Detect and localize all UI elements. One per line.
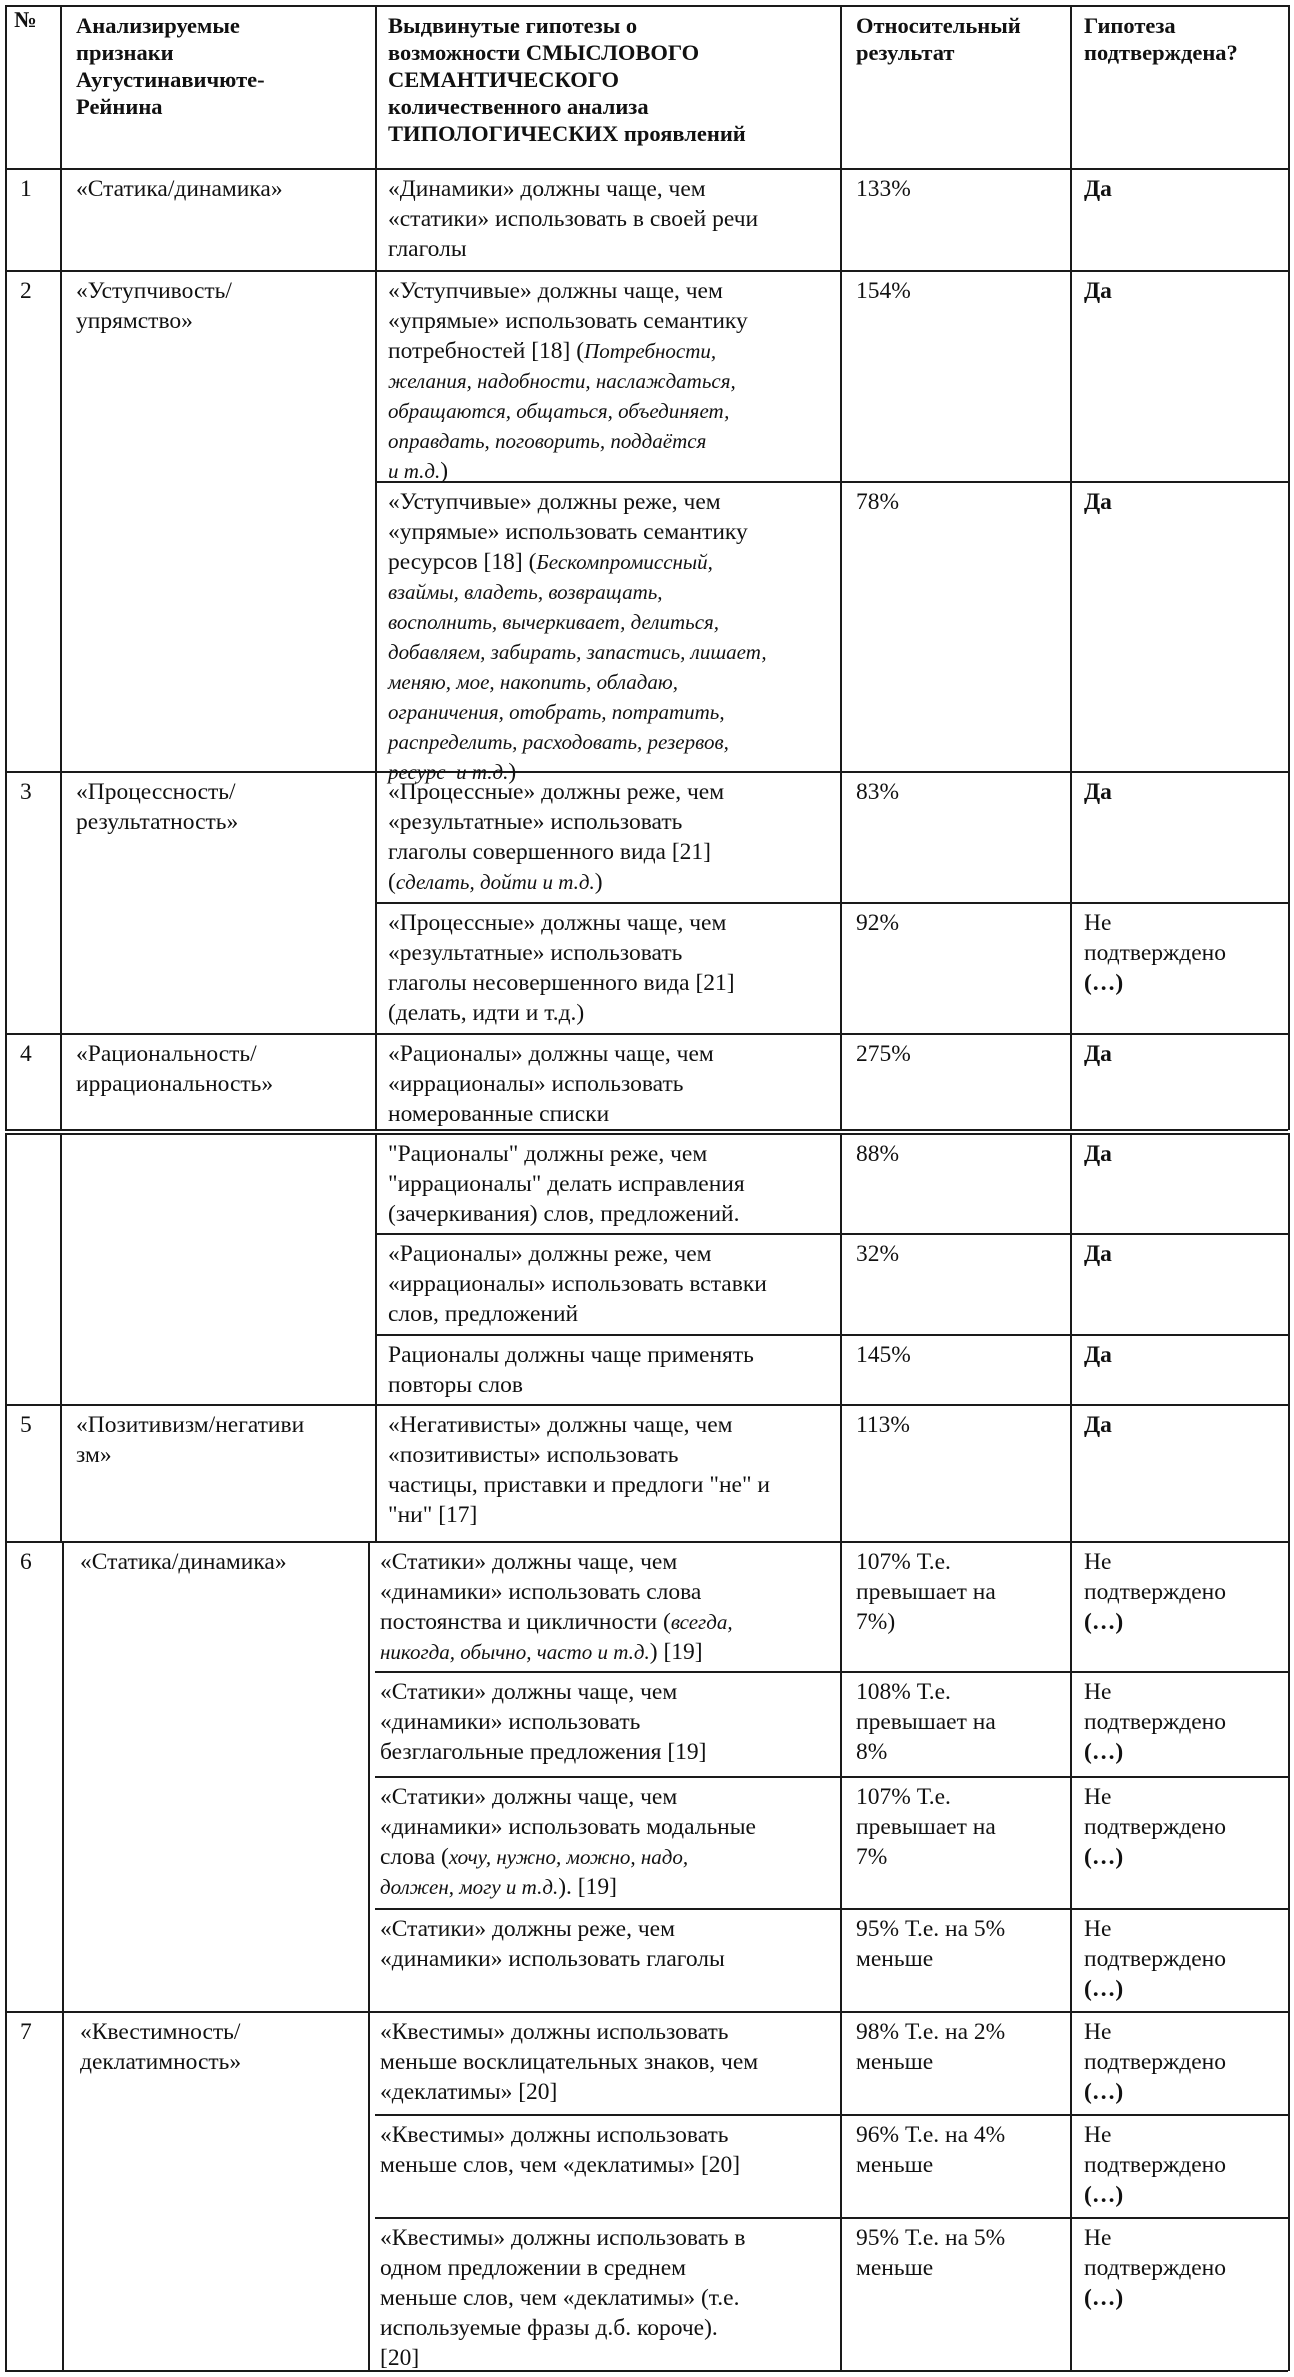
hypothesis-cell: «Уступчивые» должны чаще, чем «упрямые» использовать семантику потребностей [18] (Потребности, желания, надобности, наслаждаться, обращаются, общаться, объединяет, оправдать, поговорить, поддаётся и т.д.) <box>388 278 748 484</box>
grid-line <box>5 1033 1288 1035</box>
hypothesis-cell: «Статики» должны чаще, чем «динамики» использовать модальные слова (хочу, нужно, можно, надо, должен, могу и т.д.). [19] <box>380 1784 756 1900</box>
confirmed-cell: Да <box>1084 1041 1112 1067</box>
grid-line <box>375 1908 1288 1910</box>
hypothesis-cell: «Статики» должны чаще, чем «динамики» использовать безглагольные предложения [19] <box>380 1679 707 1765</box>
hypothesis-cell: «Статики» должны чаще, чем «динамики» использовать слова постоянства и цикличности (всегда, никогда, обычно, часто и т.д.) [19] <box>380 1549 733 1665</box>
confirmed-cell: Не подтверждено (…) <box>1084 2122 1226 2208</box>
grid-line <box>375 1133 377 1542</box>
hypothesis-cell: "Рационалы" должны реже, чем "иррационалы" делать исправления (зачеркивания) слов, предложений. <box>388 1141 745 1227</box>
header-result: Относительный результат <box>856 13 1021 65</box>
confirmed-cell: Да <box>1084 779 1112 805</box>
grid-line <box>60 5 62 1130</box>
grid-line <box>1070 1133 1072 1542</box>
header-features: Анализируемые признаки Аугустинавичюте- Рейнина <box>76 13 265 119</box>
result-cell: 145% <box>856 1342 911 1368</box>
result-cell: 275% <box>856 1041 911 1067</box>
grid-line <box>5 5 1288 7</box>
group-number: 6 <box>20 1549 32 1575</box>
result-cell: 96% Т.е. на 4% меньше <box>856 2122 1006 2178</box>
confirmed-cell: Да <box>1084 1412 1112 1438</box>
grid-line <box>375 1334 1288 1336</box>
grid-line <box>5 1133 1288 1135</box>
result-cell: 78% <box>856 489 900 515</box>
confirmed-cell: Да <box>1084 278 1112 304</box>
grid-line <box>5 1404 1288 1406</box>
result-cell: 32% <box>856 1241 900 1267</box>
confirmed-cell: Не подтверждено (…) <box>1084 1549 1226 1635</box>
confirmed-cell: Не подтверждено (…) <box>1084 2225 1226 2311</box>
result-cell: 113% <box>856 1412 910 1438</box>
grid-line <box>1070 1541 1072 2371</box>
hypothesis-cell: «Статики» должны реже, чем «динамики» использовать глаголы <box>380 1916 725 1972</box>
grid-line <box>375 5 377 1130</box>
grid-line <box>368 1541 370 2371</box>
header-number: № <box>14 7 37 32</box>
grid-line <box>375 1776 1288 1778</box>
hypothesis-cell: «Процессные» должны реже, чем «результатные» использовать глаголы совершенного вида [21] (сделать, дойти и т.д.) <box>388 779 725 895</box>
group-number: 7 <box>20 2019 32 2045</box>
hypothesis-cell: «Рационалы» должны чаще, чем «иррационалы» использовать номерованные списки <box>388 1041 714 1127</box>
hypothesis-cell: «Уступчивые» должны реже, чем «упрямые» использовать семантику ресурсов [18] (Бескомпромиссный, взаймы, владеть, возвращать, восполнить, вычеркивает, делиться, добавляем, забирать, запастись, лишает, меняю, мое, накопить, обладаю, ограничения, отобрать, потратить, распределить, расходовать, резервов, ресурс и т.д.) <box>388 489 767 785</box>
group-feature: «Квестимность/ деклатимность» <box>80 2019 242 2075</box>
header-hypotheses: Выдвинутые гипотезы о возможности СМЫСЛОВОГО СЕМАНТИЧЕСКОГО количественного анализа ТИПОЛОГИЧЕСКИХ проявлений <box>388 13 746 146</box>
grid-line <box>1070 5 1072 1130</box>
grid-line <box>5 270 1288 272</box>
hypothesis-cell: «Процессные» должны чаще, чем «результатные» использовать глаголы несовершенного вида [21] (делать, идти и т.д.) <box>388 910 735 1026</box>
grid-line <box>1288 5 1290 1130</box>
grid-line <box>840 5 842 1130</box>
hypothesis-cell: «Квестимы» должны использовать в одном предложении в среднем меньше слов, чем «деклатимы» (т.е. используемые фразы д.б. короче). [20] <box>380 2225 746 2371</box>
grid-line <box>375 2114 1288 2116</box>
grid-line <box>5 2011 1288 2013</box>
result-cell: 108% Т.е. превышает на 8% <box>856 1679 996 1765</box>
group-number: 4 <box>20 1041 32 1067</box>
group-feature: «Позитивизм/негативи зм» <box>76 1412 305 1468</box>
confirmed-cell: Да <box>1084 1141 1112 1167</box>
grid-line <box>5 1133 7 1542</box>
group-feature: «Статика/динамика» <box>80 1549 287 1575</box>
grid-line <box>375 1233 1288 1235</box>
grid-line <box>5 1129 1288 1131</box>
grid-line <box>1288 1133 1290 1542</box>
confirmed-cell: Да <box>1084 1241 1112 1267</box>
group-number: 3 <box>20 779 32 805</box>
result-cell: 95% Т.е. на 5% меньше <box>856 1916 1006 1972</box>
grid-line <box>1288 1541 1290 2371</box>
confirmed-cell: Да <box>1084 1342 1112 1368</box>
header-confirmed: Гипотеза подтверждена? <box>1084 13 1238 65</box>
result-cell: 92% <box>856 910 900 936</box>
grid-line <box>840 1133 842 1542</box>
result-cell: 107% Т.е. превышает на 7% <box>856 1784 996 1870</box>
grid-line <box>5 1541 1288 1543</box>
result-cell: 154% <box>856 278 911 304</box>
confirmed-cell: Да <box>1084 489 1112 515</box>
group-feature: «Статика/динамика» <box>76 176 283 202</box>
grid-line <box>5 168 1288 170</box>
group-number: 1 <box>20 176 32 202</box>
confirmed-cell: Да <box>1084 176 1112 202</box>
confirmed-cell: Не подтверждено (…) <box>1084 910 1226 996</box>
grid-line <box>375 1671 1288 1673</box>
hypothesis-cell: «Рационалы» должны реже, чем «иррационалы» использовать вставки слов, предложений <box>388 1241 767 1327</box>
result-cell: 95% Т.е. на 5% меньше <box>856 2225 1006 2281</box>
result-cell: 107% Т.е. превышает на 7%) <box>856 1549 996 1635</box>
result-cell: 133% <box>856 176 911 202</box>
confirmed-cell: Не подтверждено (…) <box>1084 1679 1226 1765</box>
group-feature: «Процессность/ результатность» <box>76 779 239 835</box>
group-feature: «Рациональность/ иррациональность» <box>76 1041 274 1097</box>
hypothesis-cell: «Динамики» должны чаще, чем «статики» использовать в своей речи глаголы <box>388 176 759 262</box>
grid-line <box>5 5 7 1130</box>
grid-line <box>840 1541 842 2371</box>
confirmed-cell: Не подтверждено (…) <box>1084 2019 1226 2105</box>
grid-line <box>375 2217 1288 2219</box>
group-number: 2 <box>20 278 32 304</box>
result-cell: 83% <box>856 779 900 805</box>
group-feature: «Уступчивость/ упрямство» <box>76 278 232 334</box>
grid-line <box>5 1541 7 2371</box>
grid-line <box>62 1541 64 2371</box>
result-cell: 98% Т.е. на 2% меньше <box>856 2019 1006 2075</box>
hypothesis-cell: «Негативисты» должны чаще, чем «позитивисты» использовать частицы, приставки и предлоги "не" и "ни" [17] <box>388 1412 770 1528</box>
hypothesis-cell: Рационалы должны чаще применять повторы слов <box>388 1342 754 1398</box>
grid-line <box>60 1133 62 1542</box>
confirmed-cell: Не подтверждено (…) <box>1084 1916 1226 2002</box>
hypothesis-cell: «Квестимы» должны использовать меньше слов, чем «деклатимы» [20] <box>380 2122 741 2178</box>
result-cell: 88% <box>856 1141 900 1167</box>
group-number: 5 <box>20 1412 32 1438</box>
grid-line <box>375 902 1288 904</box>
hypothesis-cell: «Квестимы» должны использовать меньше восклицательных знаков, чем «деклатимы» [20] <box>380 2019 759 2105</box>
confirmed-cell: Не подтверждено (…) <box>1084 1784 1226 1870</box>
